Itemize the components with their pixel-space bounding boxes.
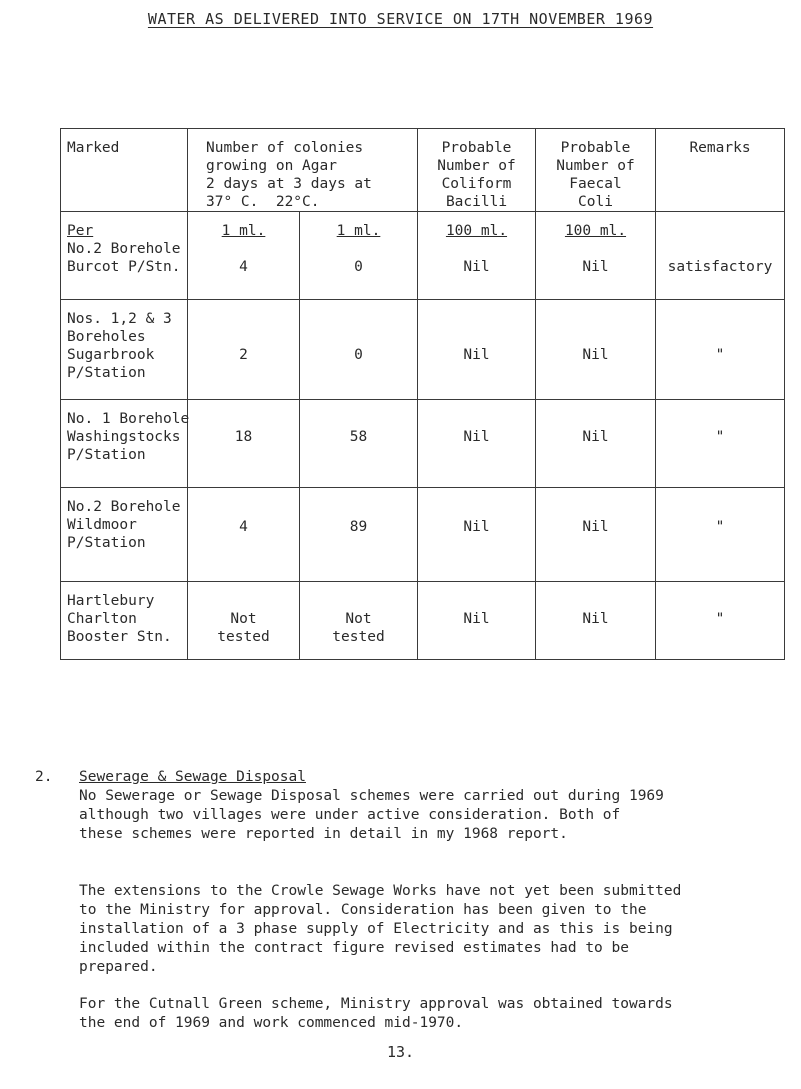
paragraph-2: The extensions to the Crowle Sewage Works have not yet been submitted to the Ministry for approval. Consideration has been given to the installation of a 3 phase supply of Electricity and as this is being included within the contract figure revised estimates had to be prepared. [79,883,682,975]
value-coliform: Nil [463,259,490,275]
cell-faecal [536,212,656,300]
value-coliform: Nil [418,400,536,488]
value-coliform: Nil [418,582,536,660]
value-faecal: Nil [536,300,656,400]
header-coliform: Probable Number of Coliform Bacilli [418,129,536,212]
value-37c: 18 [188,400,300,488]
page-title: WATER AS DELIVERED INTO SERVICE ON 17TH NOVEMBER 1969 [147,10,654,28]
unit-37c: 1 ml. [221,223,266,239]
unit-22c: 1 ml. [336,223,381,239]
row-name [61,212,188,300]
value-37c: Not tested [188,582,300,660]
header-remarks: Remarks [656,129,785,212]
row-label: Hartlebury Charlton Booster Stn. [61,582,188,660]
value-remarks: " [656,582,785,660]
paragraph-1: No Sewerage or Sewage Disposal schemes were carried out during 1969 although two villages were under active consideration. Both of these schemes were reported in detail in my 1968 report. [79,788,664,842]
value-37c: 4 [188,488,300,582]
value-22c: 58 [300,400,418,488]
value-faecal: Nil [536,400,656,488]
section-number: 2. [35,769,53,785]
paragraph-3: For the Cutnall Green scheme, Ministry approval was obtained towards the end of 1969 and work commenced mid-1970. [79,996,673,1031]
cell-coliform [418,212,536,300]
value-faecal: Nil [582,259,609,275]
unit-faecal: 100 ml. [564,223,627,239]
value-remarks: " [656,488,785,582]
cell-22c [300,212,418,300]
header-faecal: Probable Number of Faecal Coli [536,129,656,212]
cell-37c [188,212,300,300]
header-colonies: Number of colonies growing on Agar 2 days at 3 days at 37° C. 22°C. [188,129,418,212]
value-coliform: Nil [418,300,536,400]
section-heading: Sewerage & Sewage Disposal [79,769,306,785]
value-37c: 4 [239,259,248,275]
cell-remarks [656,212,785,300]
page-number: 13. [386,1043,415,1061]
unit-coliform: 100 ml. [445,223,508,239]
units-label: Per [67,223,94,239]
value-faecal: Nil [536,488,656,582]
value-22c: Not tested [300,582,418,660]
value-37c: 2 [188,300,300,400]
row-label: No.2 Borehole Wildmoor P/Station [61,488,188,582]
value-coliform: Nil [418,488,536,582]
row-label: Nos. 1,2 & 3 Boreholes Sugarbrook P/Station [61,300,188,400]
value-22c: 89 [300,488,418,582]
value-22c: 0 [354,259,363,275]
value-remarks: " [656,300,785,400]
row-label: No. 1 Borehole Washingstocks P/Station [61,400,188,488]
row-label: No.2 Borehole Burcot P/Stn. [67,241,181,275]
water-quality-table [60,128,785,660]
value-faecal: Nil [536,582,656,660]
header-marked: Marked [61,129,188,212]
value-22c: 0 [300,300,418,400]
value-remarks: " [656,400,785,488]
value-remarks: satisfactory [667,259,773,275]
